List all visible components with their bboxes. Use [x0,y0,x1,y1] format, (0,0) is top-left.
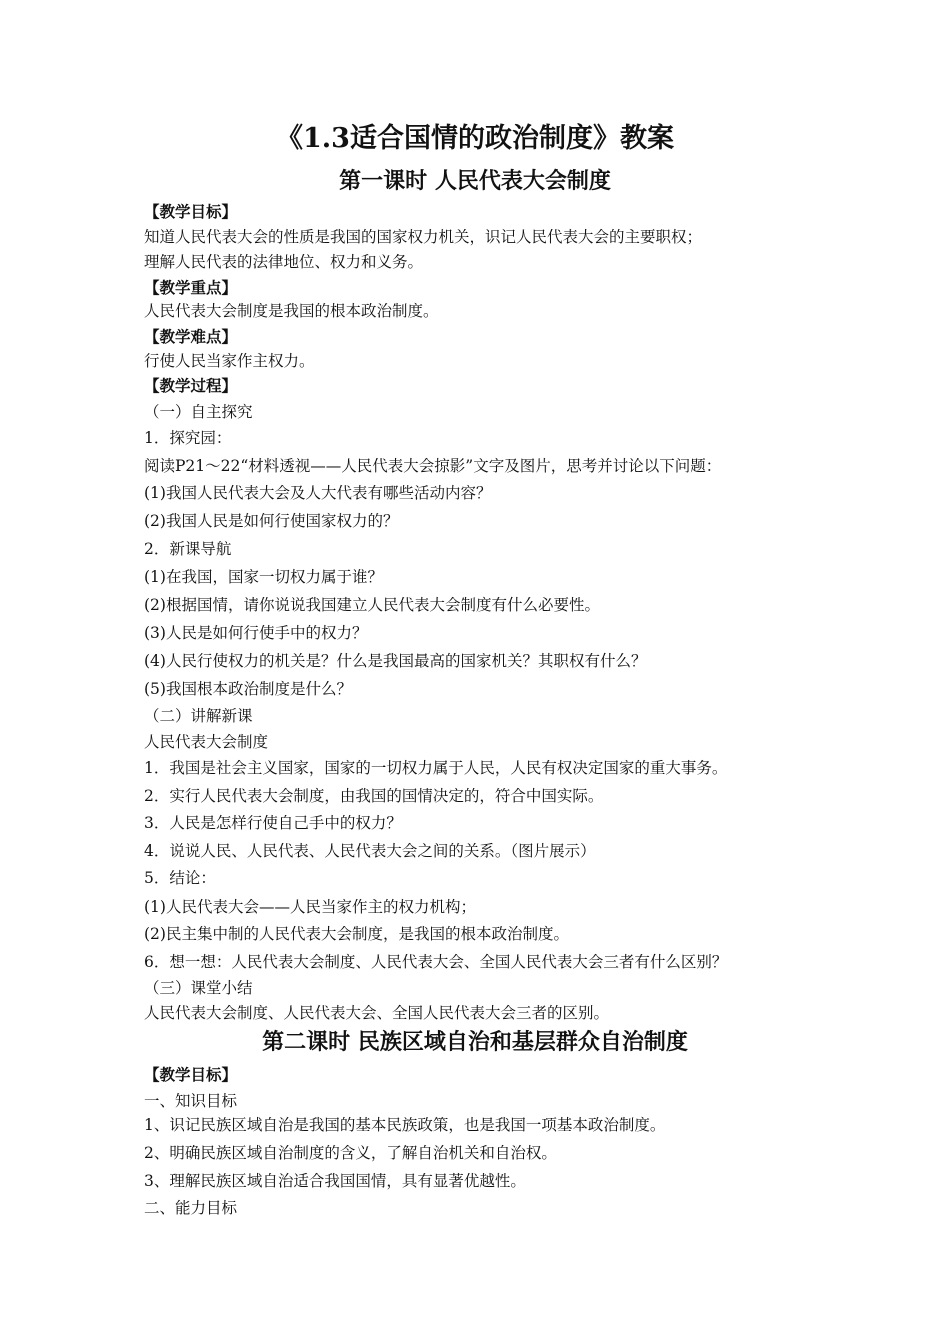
lesson1-line: 6．想一想：人民代表大会制度、人民代表大会、全国人民代表大会三者有什么区别？ [144,953,728,971]
lesson1-heading: 第一课时 人民代表大会制度 [339,168,611,194]
lesson1-line: 【教学过程】 [144,376,238,395]
lesson1-line: (1)在我国，国家一切权力属于谁？ [144,568,383,586]
lesson1-line: 阅读P21～22“材料透视——人民代表大会掠影”文字及图片，思考并讨论以下问题： [144,457,722,475]
lesson1-line: (2)根据国情，请你说说我国建立人民代表大会制度有什么必要性。 [144,596,600,614]
lesson1-line: 4．说说人民、人民代表、人民代表大会之间的关系。（图片展示） [144,842,596,860]
lesson2-line: 1、识记民族区域自治是我国的基本民族政策，也是我国一项基本政治制度。 [144,1116,666,1134]
lesson1-line: （三）课堂小结 [144,979,253,997]
lesson1-line: 【教学重点】 [144,278,238,297]
lesson1-line: （二）讲解新课 [144,707,253,725]
lesson1-line: (4)人民行使权力的机关是？什么是我国最高的国家机关？其职权有什么？ [144,652,647,670]
lesson2-line: 3、理解民族区域自治适合我国国情，具有显著优越性。 [144,1172,526,1190]
lesson1-line: 3．人民是怎样行使自己手中的权力？ [144,814,402,832]
lesson1-line: 行使人民当家作主权力。 [144,352,315,370]
lesson2-line: 【教学目标】 [144,1065,238,1084]
lesson1-line: (3)人民是如何行使手中的权力？ [144,624,368,642]
lesson1-line: (2)我国人民是如何行使国家权力的？ [144,512,399,530]
lesson1-line: 5．结论： [144,869,216,887]
lesson1-line: (2)民主集中制的人民代表大会制度，是我国的根本政治制度。 [144,925,569,943]
lesson1-line: 1．探究园： [144,429,232,447]
lesson1-line: 人民代表大会制度是我国的根本政治制度。 [144,302,439,320]
lesson1-line: 理解人民代表的法律地位、权力和义务。 [144,253,424,271]
lesson1-line: (1)我国人民代表大会及人大代表有哪些活动内容？ [144,484,492,502]
lesson1-line: 1．我国是社会主义国家，国家的一切权力属于人民，人民有权决定国家的重大事务。 [144,759,728,777]
lesson1-line: 【教学难点】 [144,327,238,346]
lesson1-line: 【教学目标】 [144,202,238,221]
lesson1-line: 2．实行人民代表大会制度，由我国的国情决定的，符合中国实际。 [144,787,604,805]
lesson1-line: 人民代表大会制度 [144,733,269,751]
lesson1-line: 知道人民代表大会的性质是我国的国家权力机关，识记人民代表大会的主要职权； [144,228,703,246]
lesson2-line: 一、知识目标 [144,1092,238,1110]
lesson1-line: 2．新课导航 [144,540,232,558]
lesson1-line: (1)人民代表大会——人民当家作主的权力机构； [144,898,476,916]
lesson2-line: 二、能力目标 [144,1199,238,1217]
lesson2-line: 2、明确民族区域自治制度的含义，了解自治机关和自治权。 [144,1144,557,1162]
document-title: 《1.3适合国情的政治制度》教案 [276,123,674,154]
lesson2-heading: 第二课时 民族区域自治和基层群众自治制度 [262,1029,688,1055]
lesson1-line: （一）自主探究 [144,403,253,421]
lesson1-line: (5)我国根本政治制度是什么？ [144,680,352,698]
lesson1-line: 人民代表大会制度、人民代表大会、全国人民代表大会三者的区别。 [144,1004,610,1022]
